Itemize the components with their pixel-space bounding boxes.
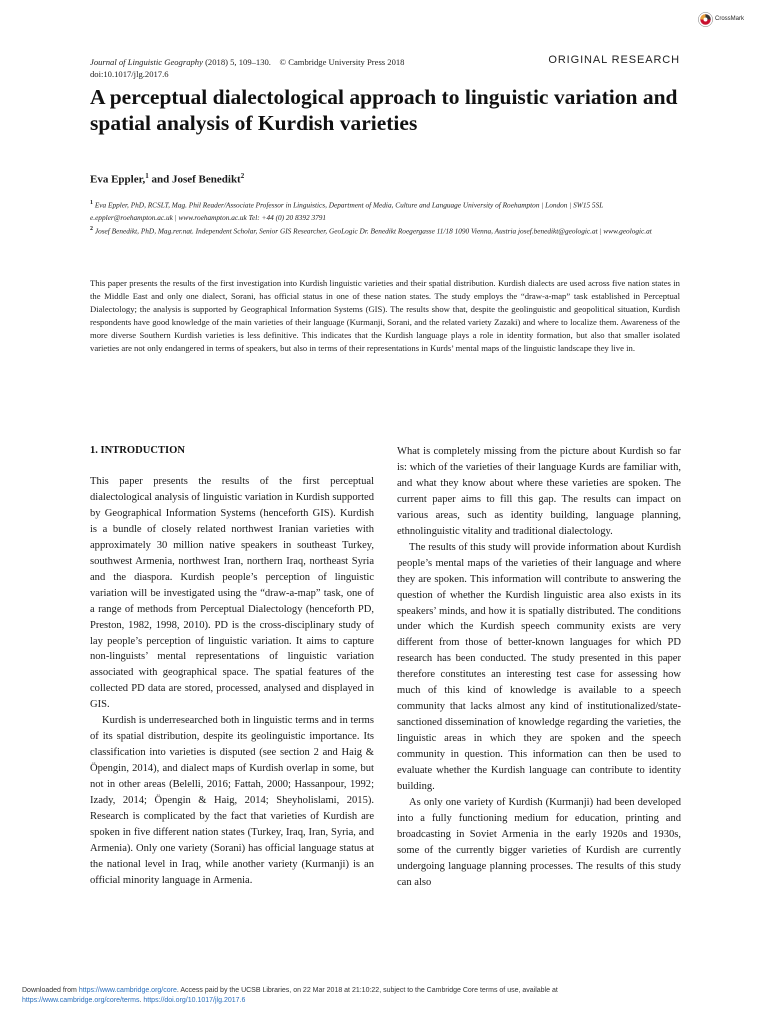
- crossmark-icon: [698, 12, 713, 27]
- crossmark-label: CrossMark: [715, 16, 745, 22]
- journal-citation: (2018) 5, 109–130.: [202, 57, 271, 67]
- footer-doi-link[interactable]: https://doi.org/10.1017/jlg.2017.6: [143, 996, 246, 1004]
- affiliation-2: [90, 223, 680, 237]
- article-type: ORIGINAL RESEARCH: [548, 54, 680, 66]
- author-line: [90, 172, 244, 186]
- journal-doi: doi:10.1017/jlg.2017.6: [90, 69, 169, 79]
- journal-copyright: © Cambridge University Press 2018: [279, 57, 405, 67]
- affiliation-1: [90, 197, 680, 224]
- footer-text: . Access paid by the UCSB Libraries, on 22 Mar 2018 at 21:10:22, subject to the Cambridge Core terms of use, available at: [176, 987, 558, 994]
- article-title: A perceptual dialectological approach to linguistic variation and spatial analysis of Kurdish varieties: [90, 85, 678, 135]
- body-column-left: [90, 444, 374, 889]
- author-2: and Josef Benedikt: [148, 173, 241, 186]
- paragraph: Kurdish is underresearched both in linguistic terms and in terms of its spatial distribution, despite its geolinguistic importance. Its classification into varieties is disputed (see section 2 and Haig & Öpengin, 2014), and dialect maps of Kurdish overlap in some, but not in other areas (Belelli, 2016; Fattah, 2000; Hassanpour, 1992; Izady, 2014; Öpengin & Haig, 2014; Sheyholislami, 2015). Research is complicated by the fact that varieties of Kurdish are spoken in five different nation states (Turkey, Iraq, Iran, Syria, and Armenia). Only one variety (Sorani) has official language status at the national level in Iraq, while another variety (Kurmanji) is an official minority language in Armenia.: [90, 715, 374, 886]
- journal-name: Journal of Linguistic Geography: [90, 57, 203, 67]
- author-1: Eva Eppler,: [90, 173, 146, 186]
- journal-citation-line: [90, 56, 404, 68]
- abstract: This paper presents the results of the first investigation into Kurdish linguistic varieties and their spatial distribution. Kurdish dialects are used across five nation states in the Middle East and only one dialect, Sorani, has official status in one of these nation states. The study employs the “draw-a-map” task established in Perceptual Dialectology; the analysis is supported by Geographical Information Systems (GIS). The results show that, despite the geolinguistic and geopolitical situation, Kurdish respondents have good knowledge of the main varieties of their language (Kurmanji, Sorani, and the related variety Zazaki) and where to localize them. Awareness of the more diverse Southern Kurdish varieties is less definitive. This indicates that the Kurdish language plays a role in identity formation, but also that smaller isolated varieties are not only endangered in terms of speakers, but also in terms of their representations in Kurds’ mental maps of the linguistic landscape they live in.: [90, 278, 680, 353]
- body-column-right: [397, 444, 681, 891]
- footer-text: Downloaded from: [22, 987, 79, 994]
- paragraph: The results of this study will provide information about Kurdish people’s mental maps of the varieties of their language and where they are spoken. This information will contribute to answering the question of whether the Kurdish linguistic area also exists in its speakers’ minds, and how it is spatially distributed. The conditions under which the Kurdish speech community exists are very different from those of better-known languages for which PD research has been conducted. The study presented in this paper therefore constitutes an interesting test case for assessing how much of this kind of knowledge is available to a speech community that lacks almost any kind of institutionalized/state-sanctioned dissemination of knowledge regarding the varieties, the linguistic areas in which they are spoken and the speech community in question. This information can then be used to evaluate whether the Kurdish language can contribute to identity building.: [397, 541, 681, 793]
- download-footer: [22, 986, 762, 1005]
- crossmark-badge[interactable]: [698, 10, 766, 28]
- footer-core-link[interactable]: https://www.cambridge.org/core: [78, 987, 177, 994]
- footer-terms-link[interactable]: https://www.cambridge.org/core/terms: [22, 996, 140, 1004]
- paragraph: As only one variety of Kurdish (Kurmanji) had been developed into a fully functioning medium for education, printing and broadcasting in Soviet Armenia in the early 1920s and 1930s, some of the currently bigger varieties of Kurdish are currently undergoing language planning processes. The results of this study can also: [397, 796, 681, 888]
- section-heading: 1. INTRODUCTION: [90, 445, 185, 456]
- paragraph: What is completely missing from the picture about Kurdish so far is: which of the varieties of their language Kurds are familiar with, and what they know about where these varieties are spoken. The current paper aims to fill this gap. The results can impact on various areas, such as identity building, language planning, ethnolinguistic vitality and traditional dialectology.: [397, 446, 681, 537]
- paragraph: This paper presents the results of the first perceptual dialectological analysis of linguistic variation in Kurdish supported by Geographical Information Systems (henceforth GIS). Kurdish is a bundle of closely related northwest Iranian varieties with approximately 30 million native speakers in southeast Turkey, southwest Armenia, northwest Iran, northern Iraq, northeast Syria and the diaspora. Kurdish people’s perception of linguistic variation will be investigated using the “draw-a-map” task, one of a range of methods from Perceptual Dialectology (henceforth PD, Preston, 1982, 1998, 2010). PD is the cross-disciplinary study of lay people’s perception of linguistic variation. It aims to capture non-linguists’ mental representations of linguistic variation associated with geographical space. The spatial features of the collected PD data are stored, processed, analysed and displayed in GIS.: [90, 476, 374, 711]
- footer-text: .: [139, 996, 144, 1004]
- affiliation-1-text: Eva Eppler, PhD, RCSLT, Mag. Phil Reader/Associate Professor in Linguistics, Department of Media, Culture and Language University of Roehampton | London | SW15 5SL e.eppler@roehampton.ac.uk | www.roehampton.ac.uk Tel: +44 (0) 20 8392 3791: [90, 200, 604, 223]
- journal-info: [90, 56, 404, 80]
- author-1-marker: 1: [145, 172, 149, 180]
- affiliation-1-marker: 1: [90, 200, 93, 206]
- author-2-marker: 2: [240, 172, 245, 180]
- affiliation-2-text: Josef Benedikt, PhD, Mag.rer.nat. Independent Scholar, Senior GIS Researcher, GeoLogic Dr. Benedikt Roegergasse 11/18 1090 Vienna, Austria josef.benedikt@geologic.at | www.geologic.at: [93, 226, 652, 236]
- affiliation-2-marker: 2: [90, 226, 93, 232]
